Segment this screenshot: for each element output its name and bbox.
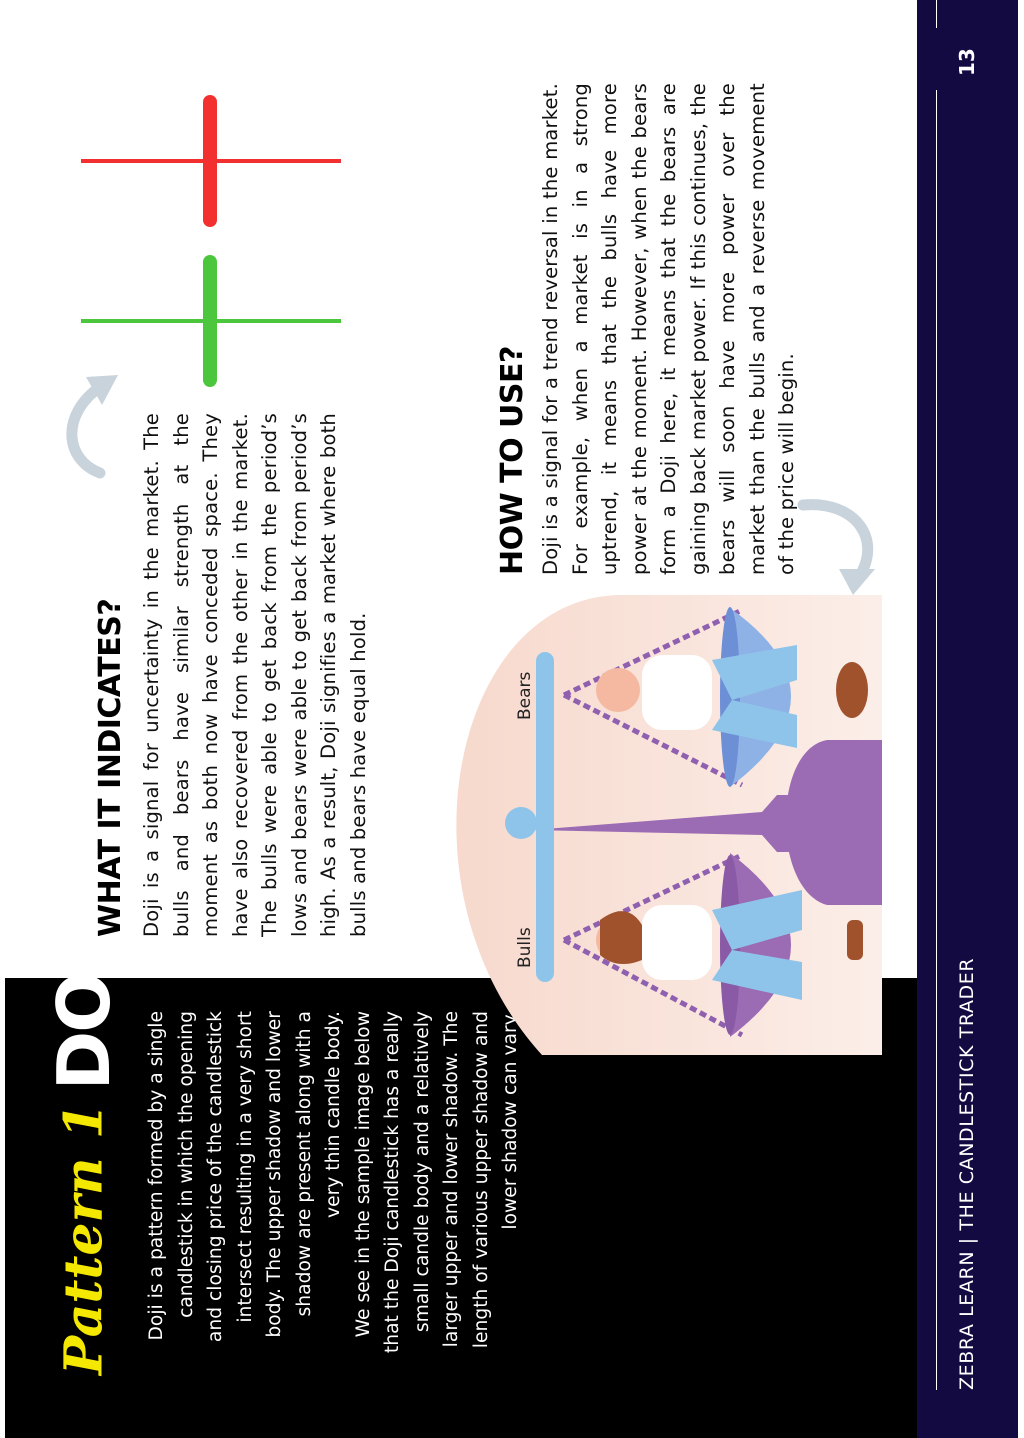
how-to-use-text: Doji is a signal for a trend reversal in the market. For example, when a market is in a strong uptrend, it means that the bulls have more power at the moment. However, when the bears form a Doji here, it means that the bears are gaining back market power. If this continues, the bears will soon have more power over the market than the bulls and a reverse movement of the price will begin. [539, 83, 798, 575]
curved-arrow-icon [60, 365, 130, 480]
footer-line-top [936, 0, 937, 28]
pattern-title [42, 923, 132, 1375]
pattern-name: DOJI [42, 923, 126, 1091]
how-to-use-heading: HOW TO USE? [495, 346, 530, 575]
footer-brand: ZEBRA LEARN [956, 1250, 978, 1390]
intro-line: shadow are present along with a [293, 1011, 315, 1317]
intro-line: small candle body and a relatively [411, 1011, 433, 1333]
intro-line: Doji is a pattern formed by a single [146, 1011, 167, 1341]
page-number: 13 [955, 48, 979, 76]
bears-label: Bears [515, 671, 535, 720]
intro-line: We see in the sample image below [352, 1011, 374, 1338]
green-doji-candle [81, 262, 341, 380]
curved-arrow-icon [795, 495, 890, 600]
pattern-script-label: Pattern 1 [53, 1102, 115, 1375]
intro-line: candlestick in which the opening [175, 1011, 197, 1318]
intro-line: length of various upper shadow and [470, 1011, 492, 1349]
footer-text [952, 920, 982, 1390]
intro-line: and closing price of the candlestick [205, 1011, 226, 1343]
intro-line: that the Doji candlestick has a really [382, 1011, 403, 1354]
footer-separator: | [956, 1237, 978, 1245]
balance-scale-illustration [432, 590, 882, 1060]
doji-candles [75, 90, 355, 400]
intro-line: larger upper and lower shadow. The [441, 1011, 462, 1348]
indicates-heading: WHAT IT INDICATES? [93, 598, 128, 937]
footer-line-main [936, 90, 937, 1390]
pattern-intro [142, 1011, 542, 1355]
footer-title: THE CANDLESTICK TRADER [956, 957, 978, 1231]
intro-line: body. The upper shadow and lower [264, 1011, 285, 1338]
intro-line: very thin candle body. [323, 1011, 344, 1218]
bulls-label: Bulls [515, 927, 535, 968]
scale-beam [536, 652, 554, 982]
indicates-text: Doji is a signal for uncertainty in the market. The bulls and bears have similar strength at the moment as both now have conceded space. They have also recovered from the other in the market. The bulls were able to get back from the period’s lows and bears were able to get back from period’s high. As a result, Doji signifies a market where both bulls and bears have equal hold. [140, 413, 370, 937]
intro-line: intersect resulting in a very short [234, 1011, 256, 1323]
scale-pivot [505, 807, 537, 839]
intro-line: lower shadow can vary. [500, 1011, 521, 1230]
red-doji-candle [81, 102, 341, 220]
